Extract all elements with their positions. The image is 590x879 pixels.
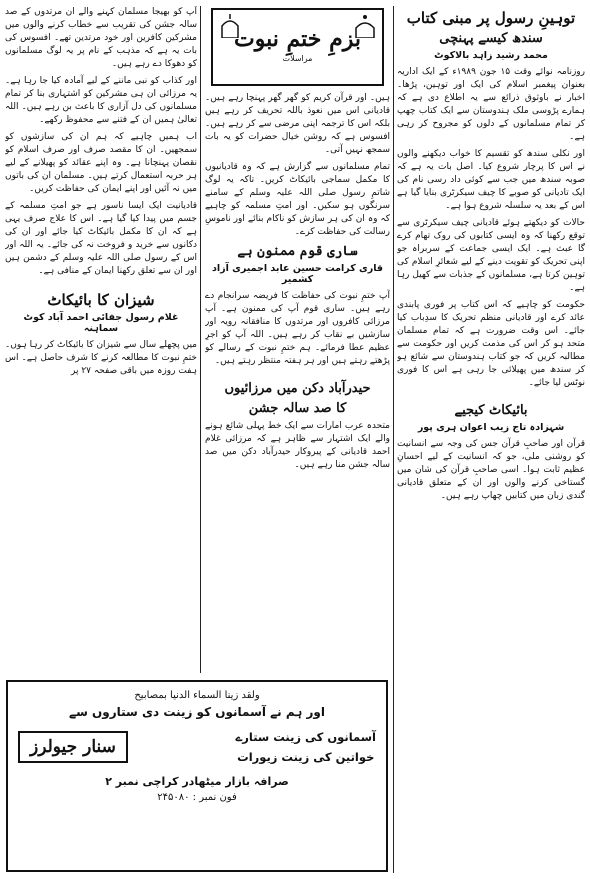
right-column — [397, 6, 585, 873]
article-byline: محمد رشید زاہد بالاکوٹ — [434, 50, 548, 61]
article-subhead: سندھ کیسے پہنچی — [439, 31, 543, 46]
column-rule-left — [200, 6, 201, 673]
article-paragraph: قادیانیت ایک ایسا ناسور ہے جو امتِ مسلمہ کے جسم میں پیدا کیا گیا ہے۔ اس کا علاج صرف یہی ہے کہ ان کا مکمل بائیکاٹ کیا جائے اور ان کی دکانوں سے خرید و فروخت نہ کی جائے۔ یہ اللہ اور اس کے رسول صلی اللہ علیہ وسلم کے دشمن ہیں اور ان سے تعلق رکھنا ایمان کے منافی ہے۔ — [5, 201, 197, 276]
hyderabad-paragraph: متحدہ عرب امارات سے ایک خط پہلی شائع ہونے والے ایک اشتہار سے ظاہر ہے کہ مرزائی غلام احمد قادیانی کے پیروکار حیدرآباد دکن میں صد سالہ جشن منا رہے ہیں۔ — [205, 421, 390, 470]
ad-slogan: اور ہم نے آسمانوں کو زینت دی ستاروں سے — [69, 705, 325, 719]
ad-tagline: خواتین کی زینت زیورات — [237, 750, 375, 764]
ad-main-row — [18, 727, 376, 767]
ad-taglines — [236, 727, 376, 767]
article-paragraph: اور نکلی سندھ کو تقسیم کا خواب دیکھنے والوں نے اس کا پرچار شروع کیا۔ اصل بات یہ ہے کہ صوبہ سندھ میں جب سے کوئی داد رسی نام کی ایک تادیانی کو صوبے کا چیف سیکرٹری بنایا گیا ہے اس کے بعد یہ سلسلہ شروع ہوا ہے۔ — [397, 149, 585, 211]
sheezan-paragraph: میں پچھلے سال سے شیزان کا بائیکاٹ کر رہا ہوں۔ ختمِ نبوت کا مطالعہ کرنے کا شرف حاصل ہے۔ اس ہفت روزہ میں باقی صفحہ ۲۷ پر — [5, 340, 197, 376]
ad-brand-logo: سنار جیولرز — [18, 731, 128, 763]
logo-subtext: مراسلات — [282, 54, 313, 63]
boycott-paragraph: قرآن اور صاحبِ قرآن جس کی وجہ سے انسانیت کو روشنی ملی، جو کہ انسانیت کے لیے احسانِ عظیم ثابت ہوا۔ اسی صاحبِ قرآن کی شان میں گستاخی کرنے والوں اور ان کے متعلق قادیانی گندی زبان میں کتابیں چھاپ رہے ہیں۔ — [397, 439, 585, 501]
column-rule-right — [393, 6, 394, 873]
ad-phone-number: ۲۴۵۰۸۰ — [157, 792, 190, 803]
article-paragraph: آپ کو بھیجا مسلمان کہنے والے ان مرتدوں کے صد سالہ جشن کی تقریب سے خطاب کرنے والوں میں مشرکین کافرین اور خود مرتدین تھے۔ افسوس کی بات یہ ہے کہ مذہب کے نام پر یہ لوگ مسلمانوں کو دھوکا دے رہے ہیں۔ — [5, 7, 197, 69]
ad-verse: ولقد زینا السماء الدنیا بمصابیح — [134, 690, 260, 701]
hyderabad-subhead: کا صد سالہ جشن — [248, 401, 347, 416]
logo-text: بزمِ ختمِ نبوت — [234, 26, 361, 52]
article-paragraph: حالات کو دیکھتے ہوئے قادیانی چیف سیکرٹری سے توقع رکھنا کہ وہ ایسی کتابوں کی روک تھام کرے گا عبث ہے۔ ایک ایسی جماعت کے سربراہ جو اپنی تحریک کو تقویت دینے کے لیے شعائرِ اسلام کی توہین کرتا ہے، مسلمانوں کے جذبات سے کھیل رہا ہے۔ — [397, 218, 585, 293]
sheezan-byline: غلام رسول جفائی احمد آباد کوٹ سماہنہ — [23, 312, 179, 334]
ad-tagline: آسمانوں کی زینت ستارے — [235, 730, 376, 744]
article-paragraph: ہیں۔ اور قرآن کریم کو گھر گھر پہنچا رہے ہیں۔ قادیانی اس میں نعوذ باللہ تحریف کر رہے ہیں بلکہ اس کا ترجمہ اپنی مرضی سے کر رہے ہیں۔ افسوس ہے کہ روشن خیال حضرات کو یہ بات سمجھ نہیں آتی۔ — [205, 93, 390, 155]
boycott-byline: شہزادہ تاج زیب اعوان ہری پور — [417, 422, 565, 433]
article-headline: توہینِ رسول پر مبنی کتاب — [406, 9, 576, 27]
ad-phone — [18, 792, 376, 803]
boycott-heading: بائیکاٹ کیجیے — [454, 403, 528, 418]
letter-heading: ساری قوم ممنون ہے — [237, 244, 358, 259]
left-column — [5, 6, 197, 669]
jewellers-advertisement — [6, 680, 388, 872]
ad-address: صرافہ بازار میٹھادر کراچی نمبر ۲ — [105, 775, 289, 788]
letter-paragraph: آپ ختمِ نبوت کی حفاظت کا فریضہ سرانجام دے رہے ہیں۔ ساری قوم آپ کی ممنون ہے۔ آپ مرزائی کافروں اور مرتدوں کا منافقانہ رویہ اور سازشیں بے نقاب کر رہے ہیں۔ اللہ آپ کو اجرِ عظیم عطا فرمائے۔ ہم ختمِ نبوت کے رسالے کو پڑھتے رہتے ہیں اور ہر ہفتہ منتظر رہتے ہیں۔ — [205, 291, 390, 366]
article-paragraph: تمام مسلمانوں سے گزارش ہے کہ وہ قادیانیوں کا مکمل سماجی بائیکاٹ کریں۔ تاکہ یہ لوگ شاتمِ رسول صلی اللہ علیہ وسلم کے سامنے سرنگوں ہو سکیں۔ اور امتِ مسلمہ کو چاہیے کہ وہ ان کی ہر سازش کو ناکام بنائے اور ناموسِ رسالت کی حفاظت کرے۔ — [205, 162, 390, 237]
minaret-icon — [219, 14, 241, 38]
hyderabad-heading: حیدرآباد دکن میں مرزائیوں — [224, 381, 371, 396]
article-paragraph: روزنامہ نوائے وقت ۱۵ جون ۱۹۸۹ء کے ایک اداریہ بعنوان پیغمبر اسلام کی ایک اور توہین، پڑھا۔ اخبار نے باوثوق ذرائع سے یہ اطلاع دی ہے کہ ہمارے پڑوسی ملک ہندوستان سے ایک کتاب چھپ کر تمام مسلمانوں کے دلوں کو مجروح کر رہی ہے۔ — [397, 67, 585, 142]
sheezan-heading: شیزان کا بائیکاٹ — [47, 291, 155, 309]
column-logo — [211, 8, 384, 86]
letter-byline: قاری کرامت حسین عابد اجمیری آزاد کشمیر — [211, 263, 383, 285]
article-paragraph: حکومت کو چاہیے کہ اس کتاب پر فوری پابندی عائد کرے اور قادیانی منظم تحریک کا سدِباب کیا جائے۔ اس وقت ضرورت ہے کہ تمام مسلمان متحد ہو کر اس کی مذمت کریں اور حکومت سے مطالبہ کریں کہ جو کتاب ہندوستان سے شائع ہو کر سندھ میں پھیلائی جا رہی ہے اس کا فوری نوٹس لیا جائے۔ — [397, 300, 585, 388]
article-paragraph: اب ہمیں چاہیے کہ ہم ان کی سازشوں کو سمجھیں۔ ان کا مقصد صرف اور صرف اسلام کو نقصان پہنچانا ہے۔ وہ اپنے عقائد کو پھیلانے کے لیے ہر حربہ استعمال کرتے ہیں۔ مسلمان ان کی باتوں میں نہ آئیں اور اپنے ایمان کی حفاظت کریں۔ — [5, 132, 197, 194]
ad-phone-label: فون نمبر : — [192, 792, 237, 803]
dome-icon — [354, 14, 376, 38]
article-paragraph: اور کذاب کو نبی ماننے کے لیے آمادہ کیا جا رہا ہے۔ یہ مرزائی ان ہی مشرکین کو اشتہاری بنا کر تمام مسلمانوں کی دل آزاری کا باعث بن رہے ہیں۔ اللہ تعالیٰ ہمیں ان کے فتنے سے محفوظ رکھے۔ — [5, 76, 197, 125]
